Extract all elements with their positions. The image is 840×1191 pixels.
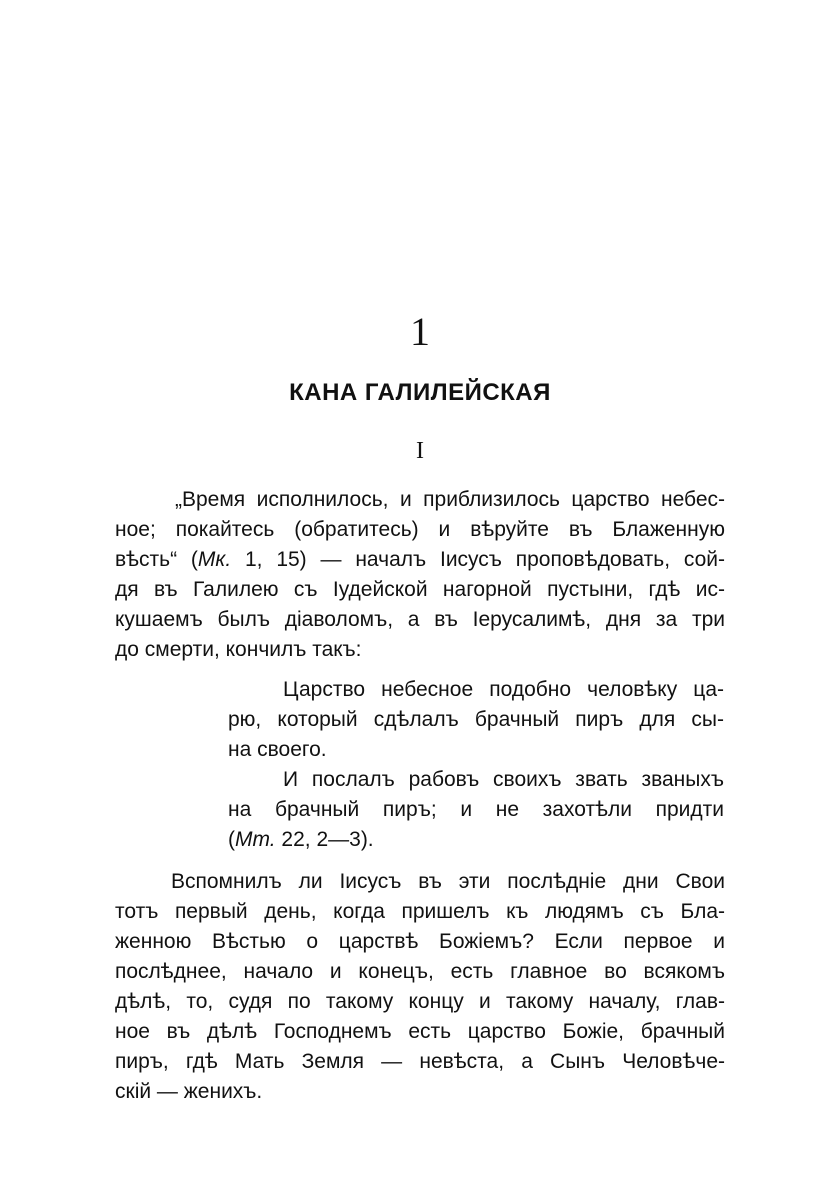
text-fragment: (: [228, 828, 235, 851]
text-line: дѣлѣ, то, судя по такому концу и такому началу, глав-: [115, 990, 725, 1013]
reflection-paragraph: [115, 867, 725, 1107]
quote-line: И послалъ рабовъ своихъ звать званыхъ: [283, 768, 724, 791]
text-line: кушаемъ былъ діаволомъ, а въ Іерусалимѣ, дня за три: [115, 608, 725, 631]
text-line: ное въ дѣлѣ Господнемъ есть царство Божіе, брачный: [115, 1020, 725, 1043]
chapter-number: 1: [410, 309, 430, 354]
text-fragment: вѣсть“ (: [115, 548, 198, 571]
text-line: тотъ первый день, когда пришелъ къ людямъ съ Бла-: [115, 900, 725, 923]
text-line: дя въ Галилею съ Іудейской нагорной пустыни, гдѣ ис-: [115, 578, 725, 601]
quote-line: Царство небесное подобно человѣку ца-: [283, 678, 724, 701]
text-fragment: 22, 2—3).: [275, 828, 374, 851]
text-line: Вспомнилъ ли Іисусъ въ эти послѣдніе дни Свои: [171, 870, 725, 893]
chapter-title: КАНА ГАЛИЛЕЙСКАЯ: [289, 379, 551, 406]
text-line: „Время исполнилось, и приблизилось царство небес-: [175, 488, 725, 511]
quote-line: [228, 825, 724, 855]
quote-line: на своего.: [228, 738, 327, 761]
text-line: [115, 545, 725, 575]
text-line: женною Вѣстью о царствѣ Божіемъ? Если первое и: [115, 930, 725, 953]
text-line: до смерти, кончилъ такъ:: [115, 638, 362, 661]
quote-line: на брачный пиръ; и не захотѣли придти: [228, 798, 724, 821]
scripture-ref-mark: Мт.: [235, 828, 276, 851]
quote-line: рю, который сдѣлалъ брачный пиръ для сы-: [228, 708, 724, 731]
text-line: пиръ, гдѣ Мать Земля — невѣста, а Сынъ Человѣче-: [115, 1050, 725, 1073]
scripture-ref-mark: Мк.: [197, 548, 232, 571]
text-line: ное; покайтесь (обратитесь) и вѣруйте въ Блаженную: [115, 518, 725, 541]
text-fragment: 1, 15) — началъ Іисусъ проповѣдовать, сой-: [231, 548, 725, 571]
text-line: послѣднее, начало и конецъ, есть главное во всякомъ: [115, 960, 725, 983]
text-line: скій — женихъ.: [115, 1080, 263, 1103]
opening-paragraph: [115, 485, 725, 665]
section-number: I: [416, 438, 424, 464]
scripture-quote: [228, 675, 724, 855]
